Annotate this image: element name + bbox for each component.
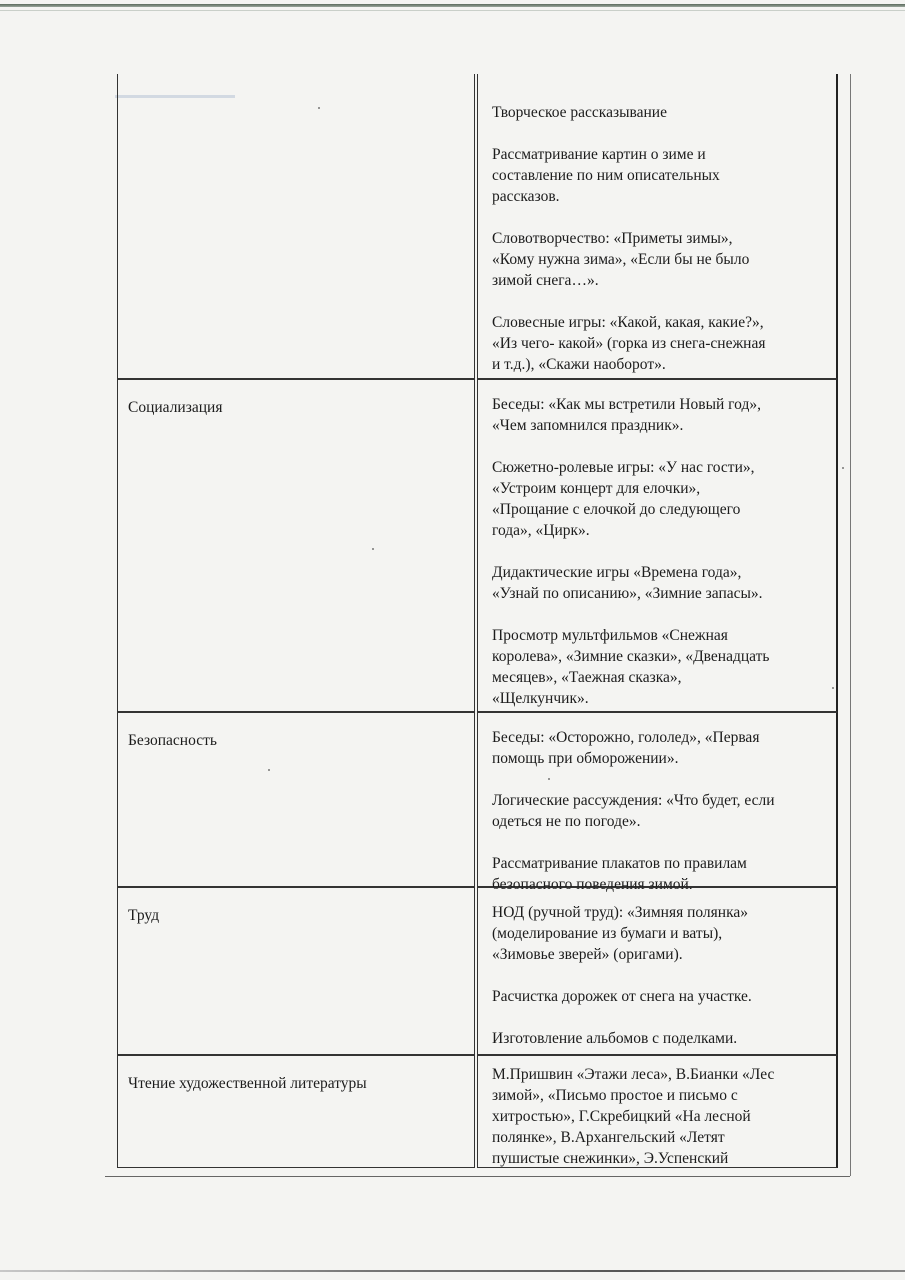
activity-item: Словесные игры: «Какой, какая, какие?», «Из чего- какой» (горка из снега-снежная и т.д.), «Скажи наоборот».: [492, 314, 766, 373]
table-row: [105, 887, 850, 1055]
activities-cell: [477, 74, 838, 379]
activity-item: Творческое рассказывание: [492, 104, 667, 121]
activity-item: НОД (ручной труд): «Зимняя полянка» (моделирование из бумаги и ваты), «Зимовье зверей» (оригами).: [492, 904, 749, 963]
activity-item: М.Пришвин «Этажи леса», В.Бианки «Лес зимой», «Письмо простое и письмо с хитростью», Г.Скребицкий «На лесной полянке», В.Архангельский «Летят пушистые снежинки», Э.Успенский: [492, 1066, 775, 1167]
scan-speck: [842, 467, 844, 469]
section-label: Безопасность: [128, 732, 217, 749]
activities-cell: [477, 887, 838, 1055]
section-cell: [117, 887, 475, 1055]
scan-edge-top: [0, 4, 905, 7]
section-label: Труд: [128, 907, 160, 924]
activities-cell: [477, 1055, 838, 1168]
activity-item: Изготовление альбомов с поделками.: [492, 1030, 738, 1047]
scan-speck: [318, 107, 320, 109]
activities-cell: [477, 379, 838, 712]
scan-edge-bottom: [0, 1270, 905, 1272]
scan-speck: [548, 778, 550, 780]
scan-speck: [832, 687, 834, 689]
page-bottom-line: [105, 1176, 850, 1177]
activity-item: Беседы: «Как мы встретили Новый год», «Чем запомнился праздник».: [492, 396, 761, 434]
activity-item: Рассматривание картин о зиме и составление по ним описательных рассказов.: [492, 146, 720, 205]
table-row: [105, 712, 850, 893]
activity-item: Логические рассуждения: «Что будет, если одеться не по погоде».: [492, 792, 775, 830]
table-row: [105, 74, 850, 379]
table-row: [105, 1055, 850, 1168]
activity-item: Рассматривание плакатов по правилам безопасного поведения зимой.: [492, 855, 747, 893]
section-label: Социализация: [128, 399, 223, 416]
activity-item: Дидактические игры «Времена года», «Узнай по описанию», «Зимние запасы».: [492, 564, 763, 602]
activity-item: Словотворчество: «Приметы зимы», «Кому нужна зима», «Если бы не было зимой снега…».: [492, 230, 750, 289]
document-page: [105, 74, 851, 1176]
section-cell: [117, 1055, 475, 1168]
activity-item: Расчистка дорожек от снега на участке.: [492, 988, 752, 1005]
activity-item: Беседы: «Осторожно, гололед», «Первая помощь при обморожении».: [492, 729, 760, 767]
activities-cell: [477, 712, 838, 893]
section-label: Чтение художественной литературы: [128, 1075, 367, 1092]
scan-edge-top-line: [0, 10, 905, 11]
activity-item: Сюжетно-ролевые игры: «У нас гости», «Устроим концерт для елочки», «Прощание с елочкой до следующего года», «Цирк».: [492, 459, 755, 539]
activity-item: Просмотр мультфильмов «Снежная королева», «Зимние сказки», «Двенадцать месяцев», «Таежная сказка», «Щелкунчик».: [492, 627, 770, 707]
section-cell: [117, 379, 475, 712]
section-cell: [117, 712, 475, 887]
table-row: [105, 379, 850, 712]
scan-speck: [372, 548, 374, 550]
section-cell: [117, 74, 475, 379]
scan-speck: [268, 769, 270, 771]
